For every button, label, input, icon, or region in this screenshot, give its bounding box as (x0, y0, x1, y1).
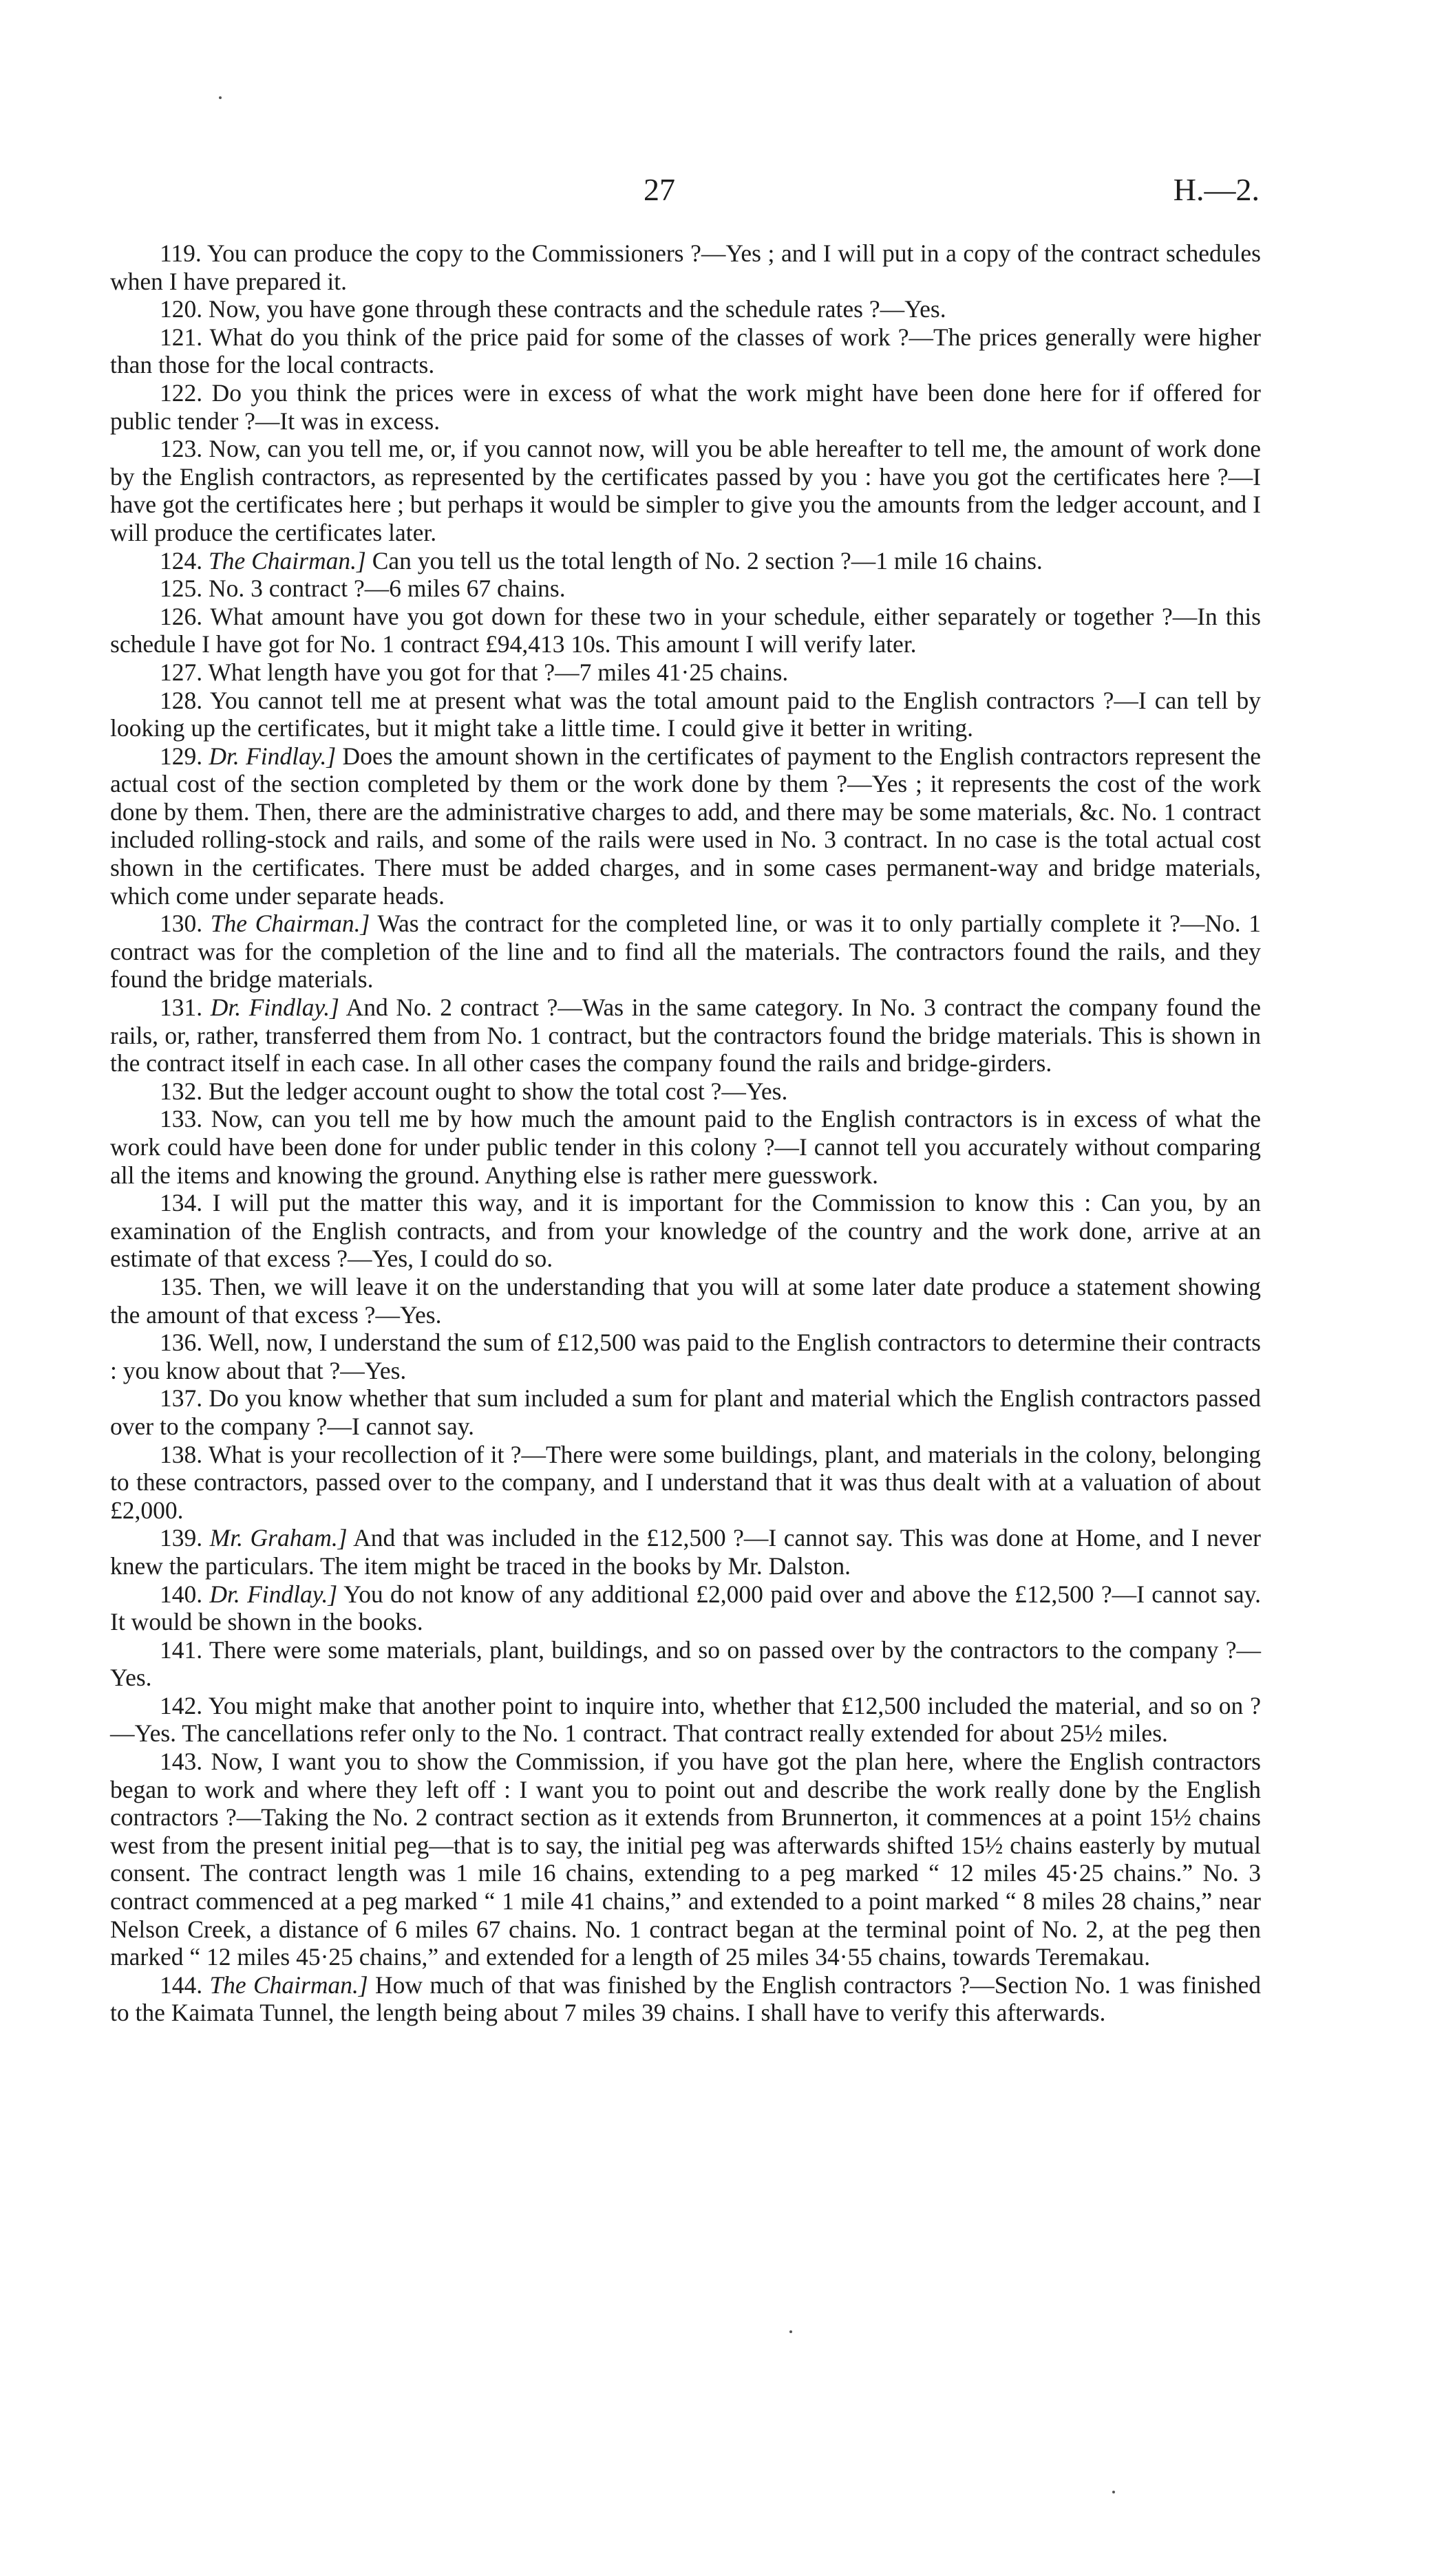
question-143: 143. Now, I want you to show the Commission, if you have got the plan here, where the English contractors began to work and where they left off : I want you to point out and describe the work really done by the English contractors ?—Taking the No. 2 contract section as it extends from Brunnerton, it commences at a point 15½ chains west from the present initial peg—that is to say, the initial peg was afterwards shifted 15½ chains easterly by mutual consent. The contract length was 1 mile 16 chains, extending to a peg marked “ 12 miles 45·25 chains.” No. 3 contract commenced at a peg marked “ 1 mile 41 chains,” and extended to a point marked “ 8 miles 28 chains,” near Nelson Creek, a distance of 6 miles 67 chains. No. 1 contract began at the terminal point of No. 2, at the peg then marked “ 12 miles 45·25 chains,” and extended for a length of 25 miles 34·55 chains, towards Teremakau. (110, 1748, 1261, 1971)
question-130 (110, 910, 1261, 994)
question-126: 126. What amount have you got down for these two in your schedule, either separately or together ?—In this schedule I have got for No. 1 contract £94,413 10s. This amount I will verify later. (110, 602, 1261, 658)
question-133: 133. Now, can you tell me by how much the amount paid to the English contractors is in excess of what the work could have been done for under public tender in this colony ?—I cannot tell you accurately without comparing all the items and knowing the ground. Anything else is rather mere guesswork. (110, 1105, 1261, 1189)
question-125: 125. No. 3 contract ?—6 miles 67 chains. (160, 575, 566, 603)
question-129 (110, 742, 1261, 910)
question-text: And No. 2 contract ?—Was in the same category. In No. 3 contract the company found the rails, or, rather, transferred them from No. 1 contract, but the contractors found the bridge materials. This is shown in the contract itself in each case. In all other cases the company found the rails and bridge-girders. (110, 994, 1262, 1077)
question-text: And that was included in the £12,500 ?—I cannot say. This was done at Home, and I never knew the particulars. The item might be traced in the books by Mr. Dalston. (110, 1524, 1262, 1580)
speaker-name: The Chairman.] (209, 1971, 368, 1999)
speaker-name: Dr. Findlay.] (209, 1580, 338, 1608)
evidence-transcript (110, 239, 1261, 2027)
speaker-name: Dr. Findlay.] (209, 742, 337, 770)
question-139 (110, 1524, 1261, 1580)
question-124 (110, 547, 1261, 575)
question-141: 141. There were some materials, plant, buildings, and so on passed over by the contractors to the company ?—Yes. (110, 1635, 1261, 1692)
question-text: How much of that was finished by the English contractors ?—Section No. 1 was finished to the Kaimata Tunnel, the length being about 7 miles 39 chains. I shall have to verify this afterwards. (110, 1971, 1262, 2027)
question-122: 122. Do you think the prices were in excess of what the work might have been done here for if offered for public tender ?—It was in excess. (110, 378, 1261, 435)
question-number: 144. (160, 1971, 203, 1999)
document-reference: H.—2. (1173, 172, 1260, 207)
question-132: 132. But the ledger account ought to show the total cost ?—Yes. (160, 1077, 788, 1105)
question-text: You do not know of any additional £2,000 paid over and above the £12,500 ?—I cannot say. It would be shown in the books. (110, 1580, 1261, 1636)
speaker-name: Dr. Findlay.] (210, 994, 339, 1022)
question-144 (110, 1971, 1261, 2027)
scan-speck (1112, 2491, 1115, 2493)
speaker-name: Mr. Graham.] (209, 1524, 348, 1552)
question-number: 131. (160, 994, 203, 1022)
question-text: Was the contract for the completed line, or was it to only partially complete it ?—No. 1 contract was for the completion of the line and to find all the materials. The contractors found the rails, and they found the bridge materials. (110, 910, 1262, 994)
scan-speck (219, 96, 222, 99)
question-number: 139. (160, 1524, 203, 1552)
page-header (110, 169, 1260, 211)
question-number: 140. (160, 1580, 203, 1608)
question-137: 137. Do you know whether that sum included a sum for plant and material which the English contractors passed over to the company ?—I cannot say. (110, 1384, 1261, 1440)
question-128: 128. You cannot tell me at present what was the total amount paid to the English contractors ?—I can tell by looking up the certificates, but it might take a little time. I could give it better in writing. (110, 686, 1261, 742)
question-135: 135. Then, we will leave it on the understanding that you will at some later date produce a statement showing the amount of that excess ?—Yes. (110, 1272, 1261, 1329)
question-text: Can you tell us the total length of No. 2 section ?—1 mile 16 chains. (365, 546, 1043, 575)
question-134: 134. I will put the matter this way, and it is important for the Commission to know this : Can you, by an examination of the English contracts, and from your knowledge of the country and the work done, arrive at an estimate of that excess ?—Yes, I could do so. (110, 1189, 1261, 1273)
question-text: Does the amount shown in the certificates of payment to the English contractors represent the actual cost of the section completed by them or the work done by them ?—Yes ; it represents the cost of the work done by them. Then, there are the administrative charges to add, and there may be some materials, &c. No. 1 contract included rolling-stock and rails, and some of the rails were used in No. 3 contract. In no case is the total actual cost shown in the certificates. There must be added charges, and in some cases permanent-way and bridge materials, which come under separate heads. (110, 742, 1261, 910)
question-123: 123. Now, can you tell me, or, if you cannot now, will you be able hereafter to tell me, the amount of work done by the English contractors, as represented by the certificates passed by you : have you got the certificates here ?—I have got the certificates here ; but perhaps it would be simpler to give you the amounts from the ledger account, and I will produce the certificates later. (110, 435, 1261, 546)
question-142: 142. You might make that another point to inquire into, whether that £12,500 included the material, and so on ?—Yes. The cancellations refer only to the No. 1 contract. That contract really extended for about 25½ miles. (110, 1691, 1261, 1748)
question-131 (110, 994, 1261, 1077)
question-121: 121. What do you think of the price paid for some of the classes of work ?—The prices generally were higher than those for the local contracts. (110, 323, 1261, 379)
question-136: 136. Well, now, I understand the sum of £12,500 was paid to the English contractors to determine their contracts : you know about that ?—Yes. (110, 1329, 1261, 1384)
question-138: 138. What is your recollection of it ?—There were some buildings, plant, and materials in the colony, belonging to these contractors, passed over to the company, and I understand that it was thus dealt with at a valuation of about £2,000. (110, 1440, 1261, 1524)
question-number: 124. (160, 546, 203, 575)
speaker-name: The Chairman.] (210, 910, 370, 938)
question-number: 129. (160, 742, 203, 770)
question-127: 127. What length have you got for that ?—7 miles 41·25 chains. (160, 658, 789, 686)
scan-speck (789, 2330, 792, 2333)
question-120: 120. Now, you have gone through these contracts and the schedule rates ?—Yes. (160, 295, 946, 323)
page-number: 27 (644, 172, 675, 207)
question-140 (110, 1580, 1261, 1636)
question-119: 119. You can produce the copy to the Commissioners ?—Yes ; and I will put in a copy of the contract schedules when I have prepared it. (110, 239, 1261, 295)
question-number: 130. (160, 910, 203, 938)
speaker-name: The Chairman.] (209, 546, 366, 575)
